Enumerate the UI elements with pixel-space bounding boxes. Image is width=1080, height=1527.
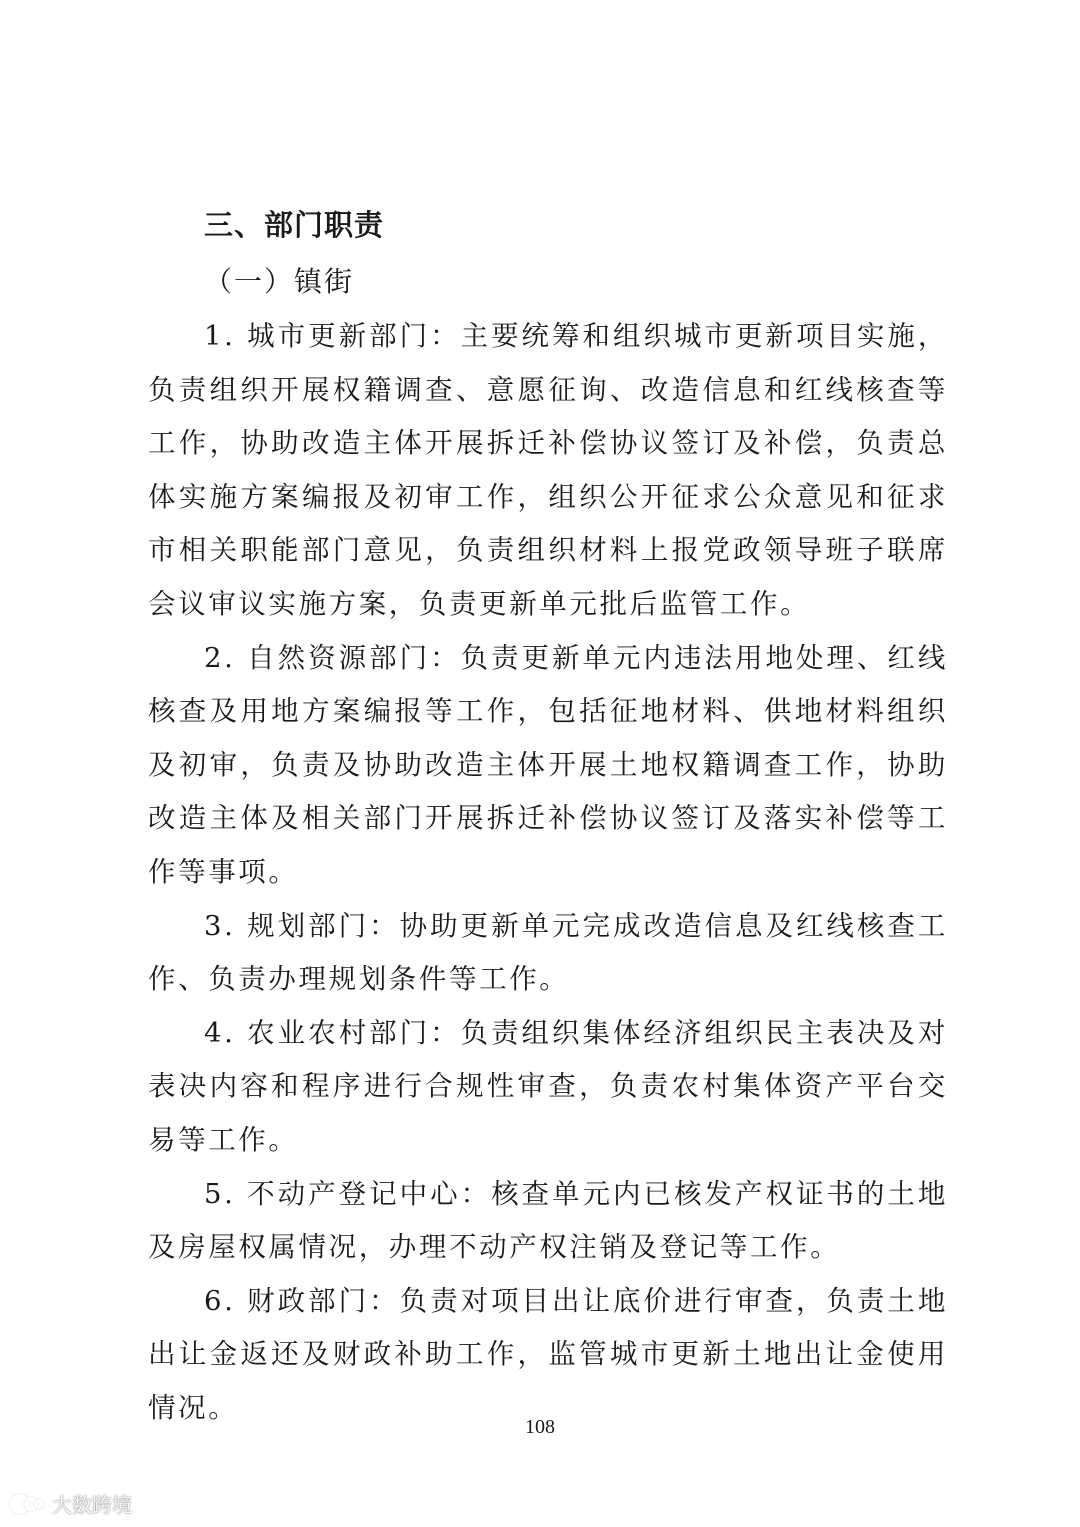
paragraph-natural-resources: 2. 自然资源部门：负责更新单元内违法用地处理、红线核查及用地方案编报等工作，包括征地材料、供地材料组织及初审，负责及协助改造主体开展土地权籍调查工作，协助改造主体及相关部门开展拆迁补偿协议签订及落实补偿等工作等事项。 [148,641,948,888]
weibo-eye-icon [8,1492,46,1514]
paragraph-agriculture: 4. 农业农村部门：负责组织集体经济组织民主表决及对表决内容和程序进行合规性审查，负责农村集体资产平台交易等工作。 [148,1016,948,1156]
page-number: 108 [525,1416,555,1438]
watermark-text: 大数跨境 [52,1492,132,1517]
paragraph-real-estate-registration: 5. 不动产登记中心：核查单元内已核发产权证书的土地及房屋权属情况，办理不动产权注销及登记等工作。 [148,1177,948,1264]
subsection-heading: （一）镇街 [204,265,355,298]
paragraph-planning: 3. 规划部门：协助更新单元完成改造信息及红线核查工作、负责办理规划条件等工作。 [148,909,948,996]
document-body [148,196,948,1435]
section-heading: 三、部门职责 [204,208,385,242]
watermark [8,1488,132,1518]
paragraph-urban-renewal: 1. 城市更新部门：主要统筹和组织城市更新项目实施，负责组织开展权籍调查、意愿征询、改造信息和红线核查等工作，协助改造主体开展拆迁补偿协议签订及补偿，负责总体实施方案编报及初审工作，组织公开征求公众意见和征求市相关职能部门意见，负责组织材料上报党政领导班子联席会议审议实施方案，负责更新单元批后监管工作。 [148,320,948,620]
paragraph-finance: 6. 财政部门：负责对项目出让底价进行审查，负责土地出让金返还及财政补助工作，监管城市更新土地出让金使用情况。 [148,1284,948,1424]
